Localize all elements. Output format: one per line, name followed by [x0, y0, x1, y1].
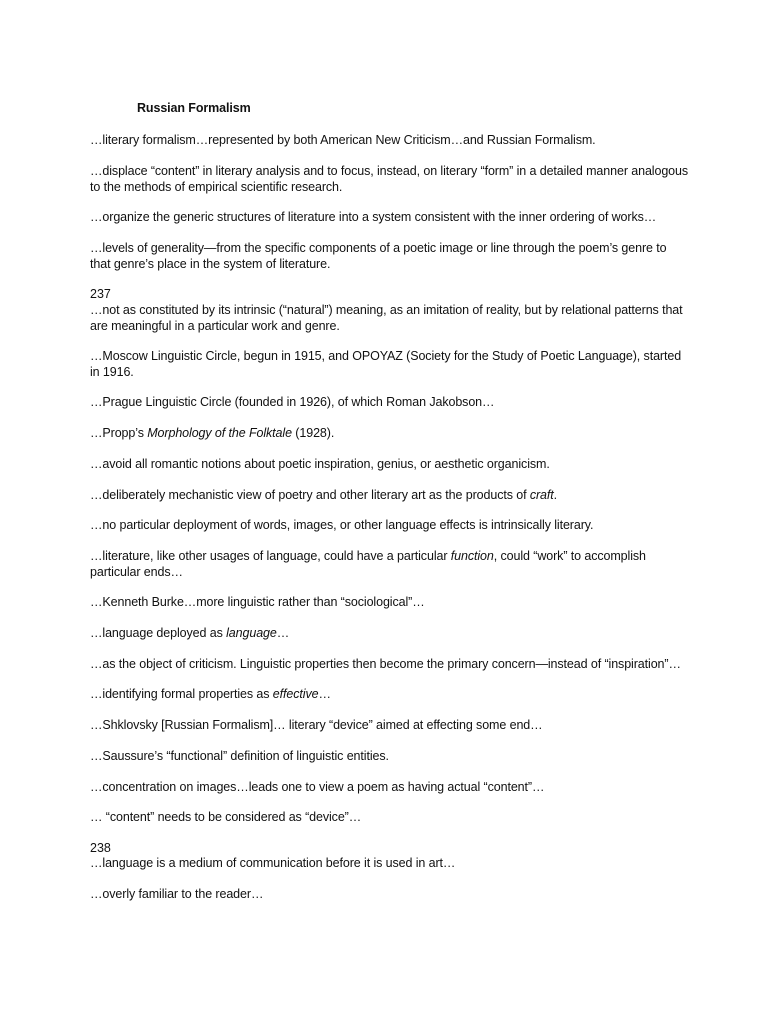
book-title-italic: Morphology of the Folktale [147, 426, 292, 440]
paragraph-4: …levels of generality—from the specific components of a poetic image or line through the poem’s genre to that genre’s place in the system of literature. [90, 241, 667, 271]
paragraph-18: …Saussure’s “functional” definition of linguistic entities. [90, 749, 389, 763]
paragraph-16-text-end: … [318, 687, 331, 701]
paragraph-12-text-end: , could “work” to accomplish particular ends… [90, 549, 646, 579]
paragraph-22: …overly familiar to the reader… [90, 887, 264, 901]
paragraph-11: …no particular deployment of words, images, or other language effects is intrinsically literary. [90, 518, 594, 532]
paragraph-16 [90, 686, 690, 702]
paragraph-6: …Moscow Linguistic Circle, begun in 1915, and OPOYAZ (Society for the Study of Poetic Language), started in 1916. [90, 349, 682, 379]
page-number-238: 238 [90, 841, 111, 855]
language-italic: language [226, 626, 277, 640]
paragraph-15: …as the object of criticism. Linguistic properties then become the primary concern—instead of “inspiration”… [90, 657, 681, 671]
paragraph-16-text: …identifying formal properties as [90, 687, 273, 701]
paragraph-14 [90, 625, 690, 641]
page-number-237: 237 [90, 287, 111, 301]
function-italic: function [450, 549, 494, 563]
paragraph-3: …organize the generic structures of literature into a system consistent with the inner ordering of works… [90, 210, 657, 224]
paragraph-17: …Shklovsky [Russian Formalism]… literary “device” aimed at effecting some end… [90, 718, 543, 732]
craft-italic: craft [529, 488, 554, 502]
paragraph-9: …avoid all romantic notions about poetic inspiration, genius, or aesthetic organicism. [90, 457, 550, 471]
paragraph-13: …Kenneth Burke…more linguistic rather than “sociological”… [90, 595, 425, 609]
effective-italic: effective [272, 687, 319, 701]
paragraph-8-text: …Propp’s [90, 426, 148, 440]
paragraph-12 [90, 548, 690, 580]
paragraph-1: …literary formalism…represented by both American New Criticism…and Russian Formalism. [90, 133, 596, 147]
paragraph-12-text: …literature, like other usages of language, could have a particular [90, 549, 451, 563]
paragraph-19: …concentration on images…leads one to view a poem as having actual “content”… [90, 780, 545, 794]
paragraph-14-text: …language deployed as [90, 626, 227, 640]
paragraph-2: …displace “content” in literary analysis and to focus, instead, on literary “form” in a detailed manner analogous to the methods of empirical scientific research. [90, 164, 689, 194]
paragraph-20: … “content” needs to be considered as “device”… [90, 810, 362, 824]
paragraph-10-text-end: . [553, 488, 558, 502]
page-title: Russian Formalism [137, 101, 251, 115]
paragraph-8-text-end: (1928). [291, 426, 335, 440]
paragraph-21: …language is a medium of communication before it is used in art… [90, 856, 456, 870]
paragraph-7: …Prague Linguistic Circle (founded in 1926), of which Roman Jakobson… [90, 395, 495, 409]
paragraph-10 [90, 487, 690, 503]
paragraph-10-text: …deliberately mechanistic view of poetry and other literary art as the products of [90, 488, 530, 502]
paragraph-8 [90, 425, 690, 441]
paragraph-14-text-end: … [276, 626, 290, 640]
paragraph-5: …not as constituted by its intrinsic (“natural”) meaning, as an imitation of reality, but by relational patterns that are meaningful in a particular work and genre. [90, 303, 683, 333]
